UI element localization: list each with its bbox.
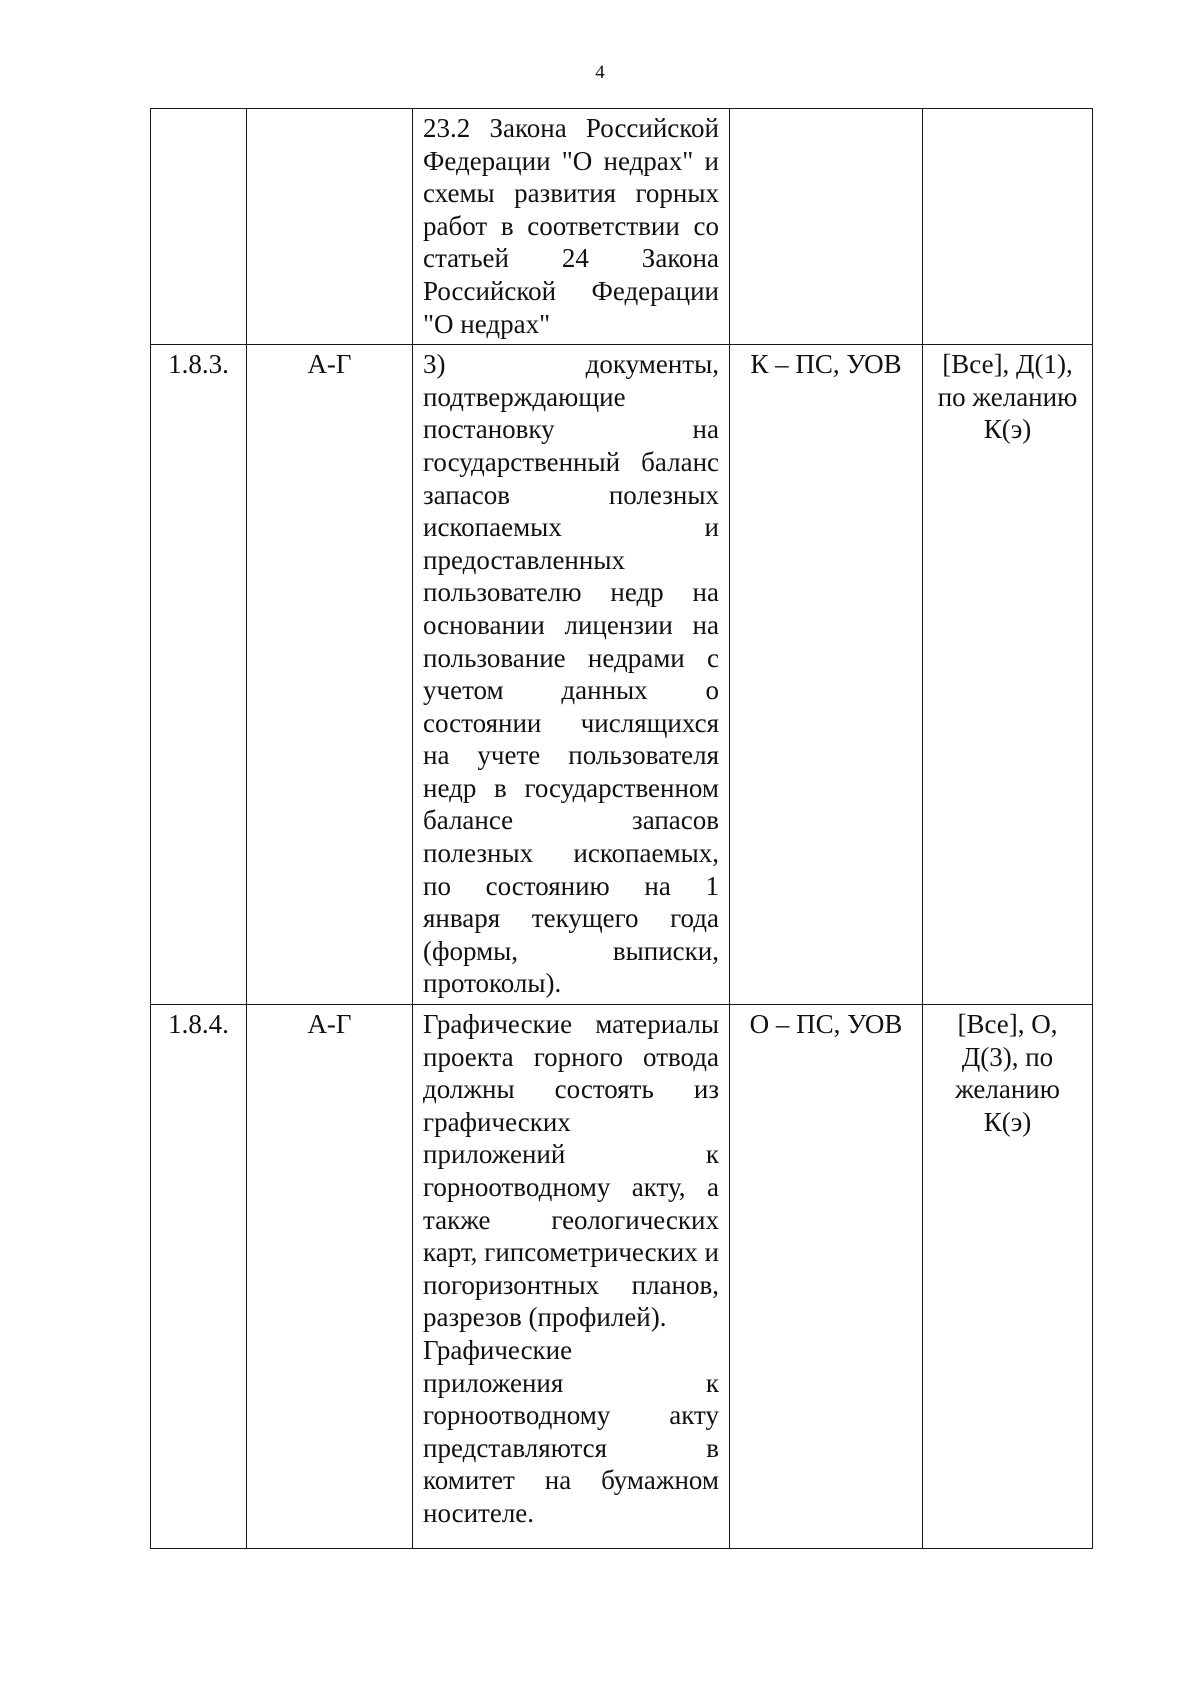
description-text: Графические материалы проекта горного отвода должны состоять из графических приложений к горноотводному акту, а также геологических карт, гипсометрических и погоризонтных планов, разрезов (профилей). bbox=[423, 1009, 719, 1333]
row-number-cell bbox=[151, 109, 247, 345]
form-cell: О – ПС, УОВ bbox=[730, 1005, 923, 1549]
requirements-table bbox=[150, 108, 1093, 1549]
description-cell bbox=[413, 109, 730, 345]
description-text: 23.2 Закона Российской Федерации "О недрах" и схемы развития горных работ в соответствии со статьей 24 Закона Российской Федерации "О недрах" bbox=[423, 113, 719, 339]
form-cell bbox=[730, 109, 923, 345]
row-number-cell: 1.8.3. bbox=[151, 345, 247, 1005]
description-cell bbox=[413, 1005, 730, 1549]
table-row bbox=[151, 109, 1093, 345]
table-row bbox=[151, 1005, 1093, 1549]
note-cell: [Все], О, Д(3), по желанию К(э) bbox=[923, 1005, 1093, 1549]
description-text-2: Графические приложения к горноотводному акту представляются в комитет на бумажном носителе. bbox=[423, 1334, 719, 1528]
stages-cell: А-Г bbox=[247, 1005, 413, 1549]
stages-cell bbox=[247, 109, 413, 345]
note-cell: [Все], Д(1), по желанию К(э) bbox=[923, 345, 1093, 1005]
description-cell bbox=[413, 345, 730, 1005]
stages-cell: А-Г bbox=[247, 345, 413, 1005]
row-number-cell: 1.8.4. bbox=[151, 1005, 247, 1549]
description-text: 3) документы, подтверждающие постановку на государственный баланс запасов полезных ископаемых и предоставленных пользователю недр на основании лицензии на пользование недрами с учетом данных о состоянии числящихся на учете пользователя недр в государственном балансе запасов полезных ископаемых, по состоянию на 1 января текущего года (формы, выписки, протоколы). bbox=[423, 349, 719, 999]
note-cell bbox=[923, 109, 1093, 345]
form-cell: К – ПС, УОВ bbox=[730, 345, 923, 1005]
table-row bbox=[151, 345, 1093, 1005]
page-number: 4 bbox=[595, 62, 605, 83]
